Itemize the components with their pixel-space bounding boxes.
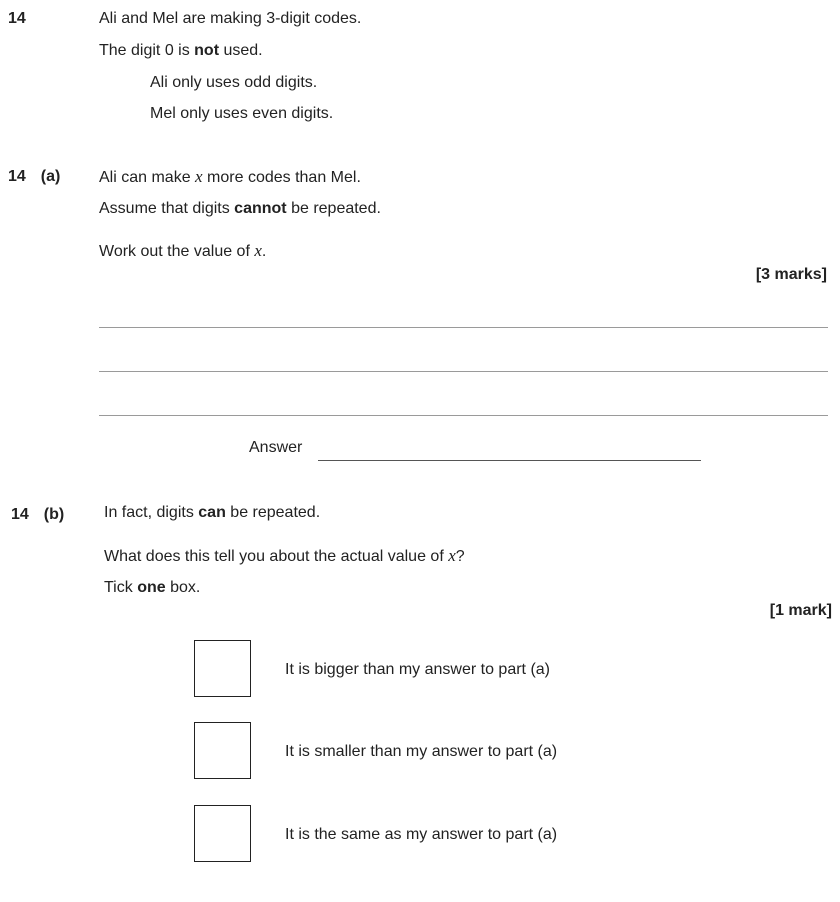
intro-line-2-pre: The digit 0 is bbox=[99, 42, 195, 59]
intro-line-1: Ali and Mel are making 3-digit codes. bbox=[99, 10, 362, 27]
part-a-line-1 bbox=[99, 167, 361, 188]
part-b-line-2-post: ? bbox=[455, 548, 465, 565]
part-a-line-2-bold: cannot bbox=[234, 200, 287, 217]
working-line[interactable] bbox=[99, 327, 828, 328]
part-b-line-1 bbox=[104, 503, 320, 523]
part-b-qnum: 14 bbox=[11, 506, 29, 523]
variable-x: x bbox=[254, 241, 262, 260]
answer-field[interactable] bbox=[318, 460, 701, 461]
variable-x: x bbox=[448, 546, 456, 565]
part-b-number bbox=[11, 505, 64, 525]
part-b-marks: [1 mark] bbox=[769, 602, 832, 619]
working-line[interactable] bbox=[99, 415, 828, 416]
part-a-label: (a) bbox=[40, 168, 61, 185]
tick-box-bigger[interactable] bbox=[194, 640, 251, 697]
part-b-label: (b) bbox=[43, 506, 65, 523]
part-b-line-3-pre: Tick bbox=[104, 579, 138, 596]
working-line[interactable] bbox=[99, 371, 828, 372]
part-b-line-2 bbox=[104, 546, 465, 567]
question-number: 14 bbox=[8, 10, 26, 27]
part-a-number bbox=[8, 167, 60, 187]
part-b-line-1-pre: In fact, digits bbox=[104, 504, 199, 521]
tick-box-same[interactable] bbox=[194, 805, 251, 862]
part-a-qnum: 14 bbox=[8, 168, 26, 185]
intro-line-2 bbox=[99, 41, 263, 61]
intro-line-2-post: used. bbox=[219, 42, 263, 59]
part-b-line-3-post: box. bbox=[165, 579, 201, 596]
part-a-marks: [3 marks] bbox=[755, 266, 827, 283]
part-a-line-2-pre: Assume that digits bbox=[99, 200, 235, 217]
option-same-label: It is the same as my answer to part (a) bbox=[285, 826, 558, 843]
part-b-line-3 bbox=[104, 578, 200, 598]
part-a-line-3-post: . bbox=[261, 243, 267, 260]
part-b-line-2-pre: What does this tell you about the actual value of bbox=[104, 548, 449, 565]
intro-line-3: Ali only uses odd digits. bbox=[150, 74, 318, 91]
part-a-line-3-pre: Work out the value of bbox=[99, 243, 255, 260]
part-a-line-2-post: be repeated. bbox=[286, 200, 381, 217]
part-a-line-1-post: more codes than Mel. bbox=[202, 169, 361, 186]
answer-label: Answer bbox=[249, 439, 303, 456]
intro-line-2-bold: not bbox=[194, 42, 220, 59]
part-b-line-3-bold: one bbox=[137, 579, 166, 596]
tick-box-smaller[interactable] bbox=[194, 722, 251, 779]
part-a-line-3 bbox=[99, 241, 266, 262]
variable-x: x bbox=[195, 167, 203, 186]
intro-line-4: Mel only uses even digits. bbox=[150, 105, 334, 122]
part-a-line-1-pre: Ali can make bbox=[99, 169, 196, 186]
part-b-line-1-bold: can bbox=[198, 504, 226, 521]
part-a-line-2 bbox=[99, 199, 381, 219]
part-b-line-1-post: be repeated. bbox=[225, 504, 321, 521]
option-bigger-label: It is bigger than my answer to part (a) bbox=[285, 661, 550, 678]
option-smaller-label: It is smaller than my answer to part (a) bbox=[285, 743, 558, 760]
